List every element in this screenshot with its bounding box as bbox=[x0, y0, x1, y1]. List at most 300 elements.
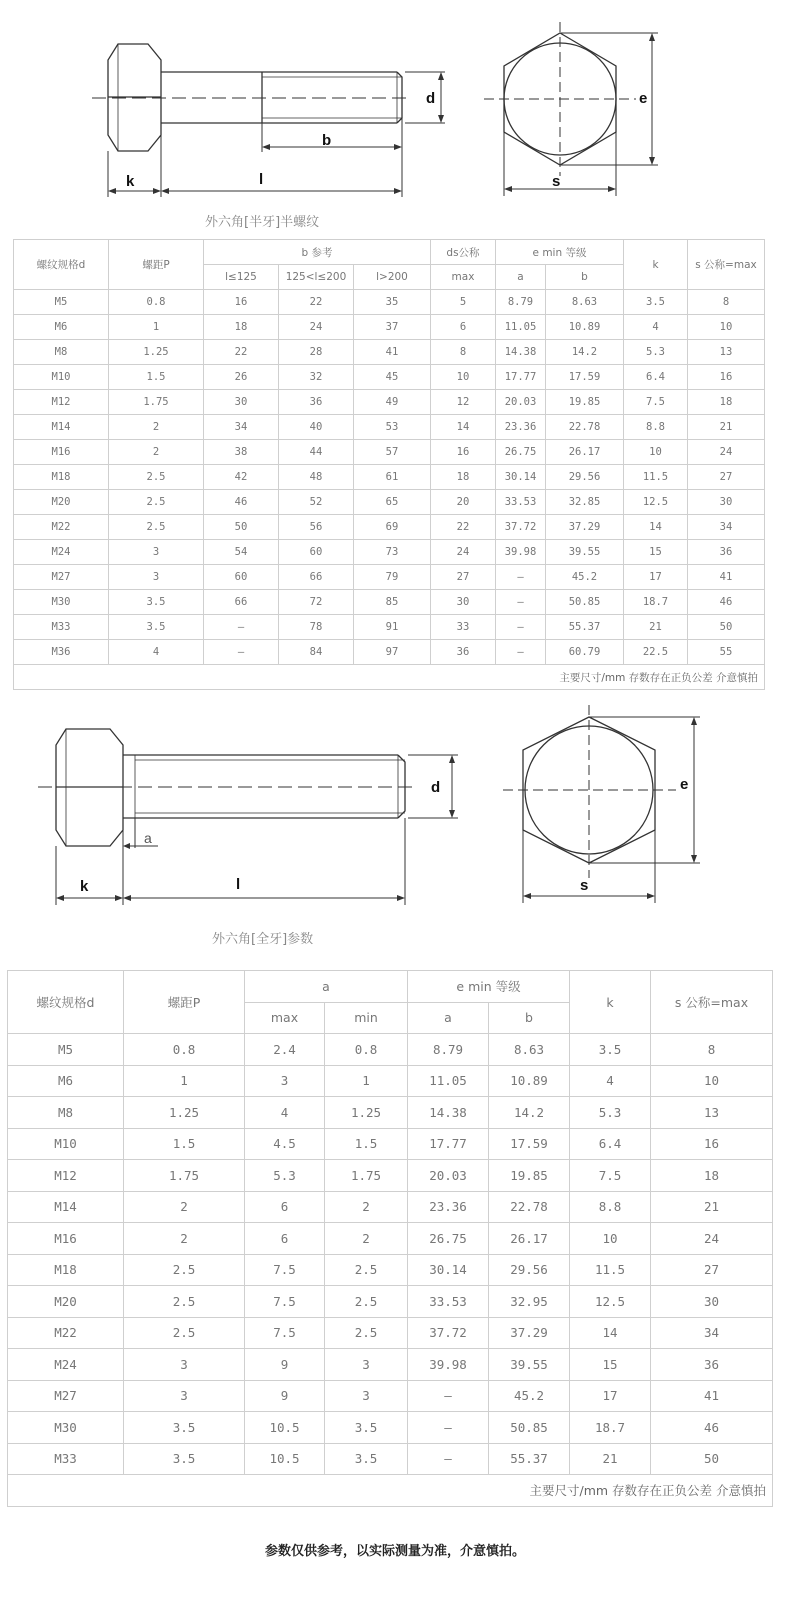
table-cell: 17 bbox=[624, 565, 688, 590]
table-cell: 3 bbox=[109, 540, 204, 565]
table-cell: 10 bbox=[431, 365, 496, 390]
table-cell: 2.5 bbox=[109, 490, 204, 515]
table-cell: 45.2 bbox=[546, 565, 624, 590]
table-cell: M33 bbox=[8, 1443, 124, 1475]
table-header-row bbox=[8, 971, 773, 1003]
table-row bbox=[14, 540, 765, 565]
dim-b-label: b bbox=[322, 132, 332, 149]
table-cell: 17.59 bbox=[489, 1128, 570, 1160]
table-cell: 21 bbox=[624, 615, 688, 640]
table-cell: 37.72 bbox=[408, 1317, 489, 1349]
dim-e2-label: e bbox=[680, 776, 689, 793]
table-cell: M10 bbox=[8, 1128, 124, 1160]
header-e-group: e min 等级 bbox=[408, 971, 570, 1003]
table-cell: 10.89 bbox=[546, 315, 624, 340]
table-cell: 34 bbox=[688, 515, 765, 540]
table-cell: 1.5 bbox=[109, 365, 204, 390]
table-cell: 10.5 bbox=[245, 1443, 325, 1475]
header-ds-group: ds公称 bbox=[431, 240, 496, 265]
table-cell: M12 bbox=[14, 390, 109, 415]
table-row bbox=[14, 490, 765, 515]
table-cell: 6.4 bbox=[570, 1128, 651, 1160]
table-note-row bbox=[8, 1475, 773, 1507]
table-row bbox=[14, 465, 765, 490]
table-cell: M36 bbox=[14, 640, 109, 665]
table-cell: 1 bbox=[109, 315, 204, 340]
table-cell: 60.79 bbox=[546, 640, 624, 665]
table-cell: 5.3 bbox=[624, 340, 688, 365]
table-cell: 50 bbox=[651, 1443, 773, 1475]
table-cell: 42 bbox=[204, 465, 279, 490]
table-cell: 2.5 bbox=[109, 465, 204, 490]
table-cell: 41 bbox=[354, 340, 431, 365]
table-cell: 22.78 bbox=[546, 415, 624, 440]
table-row bbox=[14, 415, 765, 440]
table-cell: 0.8 bbox=[109, 290, 204, 315]
table-cell: 30 bbox=[651, 1286, 773, 1318]
table-cell: M12 bbox=[8, 1160, 124, 1192]
table-cell: 12 bbox=[431, 390, 496, 415]
table-cell: 36 bbox=[279, 390, 354, 415]
table-cell: 17.77 bbox=[408, 1128, 489, 1160]
header-pitch: 螺距P bbox=[109, 240, 204, 290]
table-row bbox=[14, 340, 765, 365]
table-cell: 73 bbox=[354, 540, 431, 565]
table-cell: 37 bbox=[354, 315, 431, 340]
full-thread-caption: 外六角[全牙]参数 bbox=[212, 932, 314, 947]
table-cell: 45.2 bbox=[489, 1380, 570, 1412]
table-cell: M18 bbox=[8, 1254, 124, 1286]
table-cell: 3.5 bbox=[325, 1412, 408, 1444]
header-a-group: a bbox=[245, 971, 408, 1003]
table-cell: 53 bbox=[354, 415, 431, 440]
table-cell: 2.5 bbox=[325, 1317, 408, 1349]
table-cell: 39.55 bbox=[546, 540, 624, 565]
table-cell: 5.3 bbox=[570, 1097, 651, 1129]
table-cell: 2.4 bbox=[245, 1034, 325, 1066]
table-row bbox=[8, 1286, 773, 1318]
table-cell: M24 bbox=[8, 1349, 124, 1381]
dim-k-label: k bbox=[126, 173, 135, 190]
table-cell: M22 bbox=[14, 515, 109, 540]
table-cell: 3 bbox=[325, 1349, 408, 1381]
table-cell: — bbox=[496, 640, 546, 665]
header-spec: 螺纹规格d bbox=[14, 240, 109, 290]
table-cell: 60 bbox=[279, 540, 354, 565]
table-row bbox=[8, 1412, 773, 1444]
table-cell: 66 bbox=[204, 590, 279, 615]
dim-k2-label: k bbox=[80, 878, 89, 895]
table-cell: 3 bbox=[245, 1065, 325, 1097]
table-cell: 21 bbox=[688, 415, 765, 440]
table-cell: 19.85 bbox=[546, 390, 624, 415]
table-cell: 3.5 bbox=[109, 615, 204, 640]
table-cell: 16 bbox=[651, 1128, 773, 1160]
table-cell: 14 bbox=[624, 515, 688, 540]
header-e-a: a bbox=[496, 265, 546, 290]
table-cell: 84 bbox=[279, 640, 354, 665]
half-thread-bolt-head-view bbox=[475, 0, 685, 205]
table-cell: 7.5 bbox=[245, 1317, 325, 1349]
table-cell: 8 bbox=[431, 340, 496, 365]
table-row bbox=[14, 365, 765, 390]
header-b3: l>200 bbox=[354, 265, 431, 290]
table-cell: 1.5 bbox=[124, 1128, 245, 1160]
dim-d2-label: d bbox=[431, 779, 441, 796]
table-cell: 28 bbox=[279, 340, 354, 365]
half-thread-bolt-side-view bbox=[0, 0, 470, 205]
table-cell: 1 bbox=[124, 1065, 245, 1097]
table-cell: 16 bbox=[204, 290, 279, 315]
table-cell: 34 bbox=[204, 415, 279, 440]
table-cell: 10 bbox=[651, 1065, 773, 1097]
table-cell: 6.4 bbox=[624, 365, 688, 390]
table-cell: 46 bbox=[651, 1412, 773, 1444]
table-cell: M10 bbox=[14, 365, 109, 390]
table-cell: 45 bbox=[354, 365, 431, 390]
table-cell: 27 bbox=[688, 465, 765, 490]
table-cell: 33.53 bbox=[496, 490, 546, 515]
table-cell: 1.75 bbox=[124, 1160, 245, 1192]
table-cell: 52 bbox=[279, 490, 354, 515]
table-cell: 39.98 bbox=[408, 1349, 489, 1381]
table-cell: 61 bbox=[354, 465, 431, 490]
table-cell: 8.63 bbox=[546, 290, 624, 315]
table-cell: 50.85 bbox=[546, 590, 624, 615]
table-cell: — bbox=[496, 590, 546, 615]
table-cell: 2 bbox=[109, 440, 204, 465]
table-cell: 41 bbox=[651, 1380, 773, 1412]
table-cell: M18 bbox=[14, 465, 109, 490]
table-cell: 10.5 bbox=[245, 1412, 325, 1444]
table-cell: 30 bbox=[431, 590, 496, 615]
table-cell: 8.79 bbox=[408, 1034, 489, 1066]
table-cell: 26.17 bbox=[546, 440, 624, 465]
table-cell: 39.55 bbox=[489, 1349, 570, 1381]
table-cell: 78 bbox=[279, 615, 354, 640]
table-row bbox=[8, 1254, 773, 1286]
table-cell: M33 bbox=[14, 615, 109, 640]
table-row bbox=[8, 1034, 773, 1066]
table-cell: 97 bbox=[354, 640, 431, 665]
dim-s2-label: s bbox=[580, 877, 589, 894]
table-cell: 20 bbox=[431, 490, 496, 515]
table-cell: 16 bbox=[431, 440, 496, 465]
table-cell: 2 bbox=[124, 1191, 245, 1223]
table-cell: 60 bbox=[204, 565, 279, 590]
table-cell: M22 bbox=[8, 1317, 124, 1349]
table-cell: 29.56 bbox=[546, 465, 624, 490]
table-cell: 23.36 bbox=[496, 415, 546, 440]
table-cell: 14.2 bbox=[489, 1097, 570, 1129]
table-cell: 17.59 bbox=[546, 365, 624, 390]
table-cell: M14 bbox=[14, 415, 109, 440]
table-cell: — bbox=[204, 615, 279, 640]
table-cell: 46 bbox=[688, 590, 765, 615]
table-cell: 37.72 bbox=[496, 515, 546, 540]
table-cell: 11.05 bbox=[408, 1065, 489, 1097]
table-cell: — bbox=[408, 1412, 489, 1444]
table-cell: — bbox=[496, 615, 546, 640]
table-cell: 69 bbox=[354, 515, 431, 540]
table-cell: 2 bbox=[124, 1223, 245, 1255]
table-cell: 30 bbox=[204, 390, 279, 415]
table-cell: 22.78 bbox=[489, 1191, 570, 1223]
table-cell: M16 bbox=[8, 1223, 124, 1255]
table-cell: 5 bbox=[431, 290, 496, 315]
table-cell: 24 bbox=[431, 540, 496, 565]
table-row bbox=[8, 1349, 773, 1381]
table-cell: 57 bbox=[354, 440, 431, 465]
table-cell: M27 bbox=[8, 1380, 124, 1412]
table-cell: 22.5 bbox=[624, 640, 688, 665]
table-cell: 12.5 bbox=[570, 1286, 651, 1318]
table-cell: 20.03 bbox=[496, 390, 546, 415]
table-cell: M20 bbox=[14, 490, 109, 515]
table-row bbox=[8, 1097, 773, 1129]
table-row bbox=[8, 1191, 773, 1223]
dim-l2-label: l bbox=[236, 876, 241, 893]
table-note-row bbox=[14, 665, 765, 690]
table-cell: 2.5 bbox=[124, 1286, 245, 1318]
table-cell: 72 bbox=[279, 590, 354, 615]
table-row bbox=[8, 1317, 773, 1349]
table-cell: 14 bbox=[431, 415, 496, 440]
table-cell: 1.75 bbox=[325, 1160, 408, 1192]
dim-e-label: e bbox=[639, 90, 648, 107]
table-cell: 19.85 bbox=[489, 1160, 570, 1192]
table-cell: 55.37 bbox=[546, 615, 624, 640]
table-cell: 10 bbox=[624, 440, 688, 465]
table-cell: 65 bbox=[354, 490, 431, 515]
table-cell: 7.5 bbox=[245, 1254, 325, 1286]
table-cell: M14 bbox=[8, 1191, 124, 1223]
table-cell: 11.05 bbox=[496, 315, 546, 340]
table-body bbox=[14, 290, 765, 665]
table-cell: 13 bbox=[651, 1097, 773, 1129]
table-cell: 16 bbox=[688, 365, 765, 390]
table-cell: 56 bbox=[279, 515, 354, 540]
table-cell: 20.03 bbox=[408, 1160, 489, 1192]
table-cell: 36 bbox=[651, 1349, 773, 1381]
table-cell: 36 bbox=[688, 540, 765, 565]
table-cell: 30 bbox=[688, 490, 765, 515]
table-cell: 40 bbox=[279, 415, 354, 440]
table-cell: 2.5 bbox=[325, 1286, 408, 1318]
table-cell: 14 bbox=[570, 1317, 651, 1349]
table-cell: 21 bbox=[651, 1191, 773, 1223]
table-cell: 7.5 bbox=[245, 1286, 325, 1318]
table-cell: 35 bbox=[354, 290, 431, 315]
header-spec: 螺纹规格d bbox=[8, 971, 124, 1034]
table-cell: 8 bbox=[651, 1034, 773, 1066]
table-cell: 4 bbox=[570, 1065, 651, 1097]
table-cell: — bbox=[204, 640, 279, 665]
table-cell: 1.25 bbox=[109, 340, 204, 365]
table-cell: M5 bbox=[8, 1034, 124, 1066]
table-cell: 32.85 bbox=[546, 490, 624, 515]
header-b2: 125<l≤200 bbox=[279, 265, 354, 290]
table-cell: 14.38 bbox=[408, 1097, 489, 1129]
table-cell: 17.77 bbox=[496, 365, 546, 390]
table-cell: 7.5 bbox=[570, 1160, 651, 1192]
table-cell: 32.95 bbox=[489, 1286, 570, 1318]
table-cell: 3.5 bbox=[109, 590, 204, 615]
table-cell: 91 bbox=[354, 615, 431, 640]
table-cell: 3 bbox=[124, 1349, 245, 1381]
table-body bbox=[8, 1034, 773, 1475]
table-cell: — bbox=[408, 1380, 489, 1412]
table-cell: 50.85 bbox=[489, 1412, 570, 1444]
full-thread-spec-table bbox=[7, 970, 773, 1507]
table-cell: 6 bbox=[245, 1191, 325, 1223]
table-cell: 2.5 bbox=[124, 1317, 245, 1349]
table-cell: M5 bbox=[14, 290, 109, 315]
table-cell: 79 bbox=[354, 565, 431, 590]
table-cell: 22 bbox=[279, 290, 354, 315]
table-cell: 3.5 bbox=[124, 1412, 245, 1444]
table-cell: 21 bbox=[570, 1443, 651, 1475]
table-row bbox=[14, 640, 765, 665]
table-row bbox=[14, 290, 765, 315]
table-cell: 1.75 bbox=[109, 390, 204, 415]
table-cell: 4 bbox=[109, 640, 204, 665]
table-cell: M6 bbox=[8, 1065, 124, 1097]
table-cell: 18.7 bbox=[570, 1412, 651, 1444]
header-ds-max: max bbox=[431, 265, 496, 290]
table-cell: M16 bbox=[14, 440, 109, 465]
table-cell: 37.29 bbox=[489, 1317, 570, 1349]
table-cell: 3 bbox=[109, 565, 204, 590]
table-cell: 18 bbox=[431, 465, 496, 490]
header-e-b: b bbox=[489, 1002, 570, 1034]
header-e-b: b bbox=[546, 265, 624, 290]
table-cell: M30 bbox=[8, 1412, 124, 1444]
header-s: s 公称=max bbox=[688, 240, 765, 290]
table-cell: 22 bbox=[431, 515, 496, 540]
table-cell: — bbox=[408, 1443, 489, 1475]
table-cell: M8 bbox=[8, 1097, 124, 1129]
dim-s-label: s bbox=[552, 173, 561, 190]
table-row bbox=[14, 390, 765, 415]
table-row bbox=[14, 315, 765, 340]
table-cell: 14.2 bbox=[546, 340, 624, 365]
table-row bbox=[8, 1443, 773, 1475]
table-row bbox=[8, 1160, 773, 1192]
table-cell: 55 bbox=[688, 640, 765, 665]
table-cell: 10.89 bbox=[489, 1065, 570, 1097]
table-cell: 26.75 bbox=[496, 440, 546, 465]
dim-l-label: l bbox=[259, 171, 264, 188]
table-cell: 3 bbox=[124, 1380, 245, 1412]
table-cell: 37.29 bbox=[546, 515, 624, 540]
table-cell: 27 bbox=[651, 1254, 773, 1286]
table-cell: 24 bbox=[651, 1223, 773, 1255]
table-cell: 3 bbox=[325, 1380, 408, 1412]
table-note: 主要尺寸/mm 存数存在正负公差 介意慎拍 bbox=[14, 665, 765, 690]
table-cell: 26.75 bbox=[408, 1223, 489, 1255]
table-cell: M24 bbox=[14, 540, 109, 565]
table-cell: 2.5 bbox=[109, 515, 204, 540]
table-row bbox=[8, 1128, 773, 1160]
table-cell: 5.3 bbox=[245, 1160, 325, 1192]
table-cell: 0.8 bbox=[124, 1034, 245, 1066]
header-b-group: b 参考 bbox=[204, 240, 431, 265]
table-cell: 22 bbox=[204, 340, 279, 365]
table-cell: 32 bbox=[279, 365, 354, 390]
table-cell: 10 bbox=[570, 1223, 651, 1255]
table-cell: 3.5 bbox=[624, 290, 688, 315]
table-cell: 24 bbox=[279, 315, 354, 340]
table-cell: 8.63 bbox=[489, 1034, 570, 1066]
table-cell: 33.53 bbox=[408, 1286, 489, 1318]
table-cell: 54 bbox=[204, 540, 279, 565]
table-cell: 4 bbox=[624, 315, 688, 340]
table-row bbox=[8, 1223, 773, 1255]
table-cell: 50 bbox=[688, 615, 765, 640]
table-cell: 6 bbox=[431, 315, 496, 340]
table-cell: 44 bbox=[279, 440, 354, 465]
header-s: s 公称=max bbox=[651, 971, 773, 1034]
table-cell: 38 bbox=[204, 440, 279, 465]
table-cell: 2.5 bbox=[325, 1254, 408, 1286]
table-cell: 8.8 bbox=[624, 415, 688, 440]
table-cell: 2 bbox=[325, 1191, 408, 1223]
half-thread-spec-table bbox=[13, 239, 765, 690]
table-cell: 15 bbox=[570, 1349, 651, 1381]
table-cell: 29.56 bbox=[489, 1254, 570, 1286]
table-cell: 49 bbox=[354, 390, 431, 415]
table-cell: 39.98 bbox=[496, 540, 546, 565]
table-cell: 30.14 bbox=[408, 1254, 489, 1286]
table-cell: 4.5 bbox=[245, 1128, 325, 1160]
table-cell: M8 bbox=[14, 340, 109, 365]
full-thread-bolt-side-view bbox=[0, 705, 470, 920]
table-cell: 10 bbox=[688, 315, 765, 340]
header-a-min: min bbox=[325, 1002, 408, 1034]
table-cell: 8.8 bbox=[570, 1191, 651, 1223]
table-row bbox=[14, 615, 765, 640]
table-cell: 1.25 bbox=[124, 1097, 245, 1129]
dim-d-label: d bbox=[426, 90, 436, 107]
header-b1: l≤125 bbox=[204, 265, 279, 290]
table-cell: 48 bbox=[279, 465, 354, 490]
table-cell: 1.25 bbox=[325, 1097, 408, 1129]
table-cell: 1.5 bbox=[325, 1128, 408, 1160]
table-cell: 7.5 bbox=[624, 390, 688, 415]
header-k: k bbox=[624, 240, 688, 290]
table-cell: — bbox=[496, 565, 546, 590]
table-cell: 0.8 bbox=[325, 1034, 408, 1066]
header-k: k bbox=[570, 971, 651, 1034]
table-row bbox=[14, 565, 765, 590]
table-cell: 8.79 bbox=[496, 290, 546, 315]
table-cell: 26.17 bbox=[489, 1223, 570, 1255]
header-a-max: max bbox=[245, 1002, 325, 1034]
table-cell: 18.7 bbox=[624, 590, 688, 615]
table-cell: M27 bbox=[14, 565, 109, 590]
header-e-group: e min 等级 bbox=[496, 240, 624, 265]
table-cell: 2 bbox=[325, 1223, 408, 1255]
table-cell: 66 bbox=[279, 565, 354, 590]
table-cell: 34 bbox=[651, 1317, 773, 1349]
table-cell: 9 bbox=[245, 1349, 325, 1381]
table-cell: 2.5 bbox=[124, 1254, 245, 1286]
table-cell: 14.38 bbox=[496, 340, 546, 365]
table-cell: 27 bbox=[431, 565, 496, 590]
table-cell: 9 bbox=[245, 1380, 325, 1412]
table-cell: 1 bbox=[325, 1065, 408, 1097]
